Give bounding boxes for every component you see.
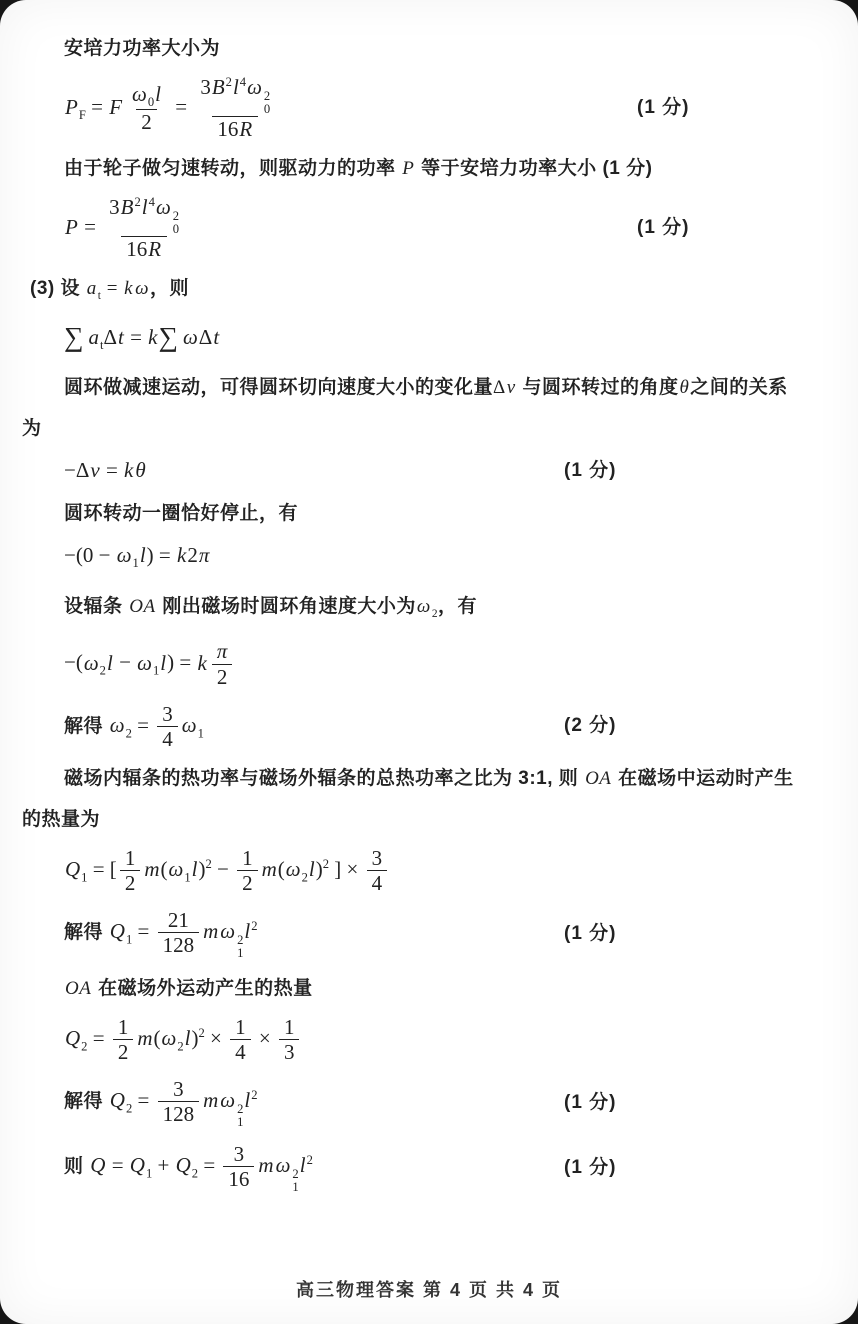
deceleration-statement-cont: 为 [22,418,42,440]
fraction: $3B^2l^4\omega$ 2 0 16R [200,75,271,142]
fraction: $\frac{1}{2}$ [113,1015,134,1064]
fraction: $\frac{3}{4}$ [367,846,388,895]
heat-ratio-statement: 磁场内辐条的热功率与磁场外辐条的总热功率之比为 3:1, 则 OA 在磁场中运动时产生 [64,768,794,789]
spoke-oa-statement: 设辐条 OA 刚出磁场时圆环角速度大小为$\omega_2$，有 [64,595,478,620]
formula-q2: $Q_2$ = $\frac{1}{2}$ $m(\omega_2l)^2$ × $\frac{1}{4}$ × $\frac{1}{3}$ [64,1015,806,1064]
formula-quarter-turn: $-(\omega_2l - \omega_1l) = k$ $\frac{\pi}{2}$ [64,639,806,688]
solve-omega2: 解得 $\omega_2$ = $\frac{3}{4}$ $\omega_1$ (2 分) [64,701,617,751]
score-badge: (1 分) [564,459,617,481]
uniform-rotation-statement: 由于轮子做匀速转动，则驱动力的功率 P 等于安培力功率大小 (1 分) [64,158,653,180]
fraction: $\frac{1}{2}$ [120,846,141,895]
part3-setup: (3) 设 $a_t = k$ ω，则 [30,278,190,303]
formula-one-turn: $-(0 - \omega_1l) = k2\pi$ [64,543,210,571]
formula-sum: ∑ $a_t\Delta t = k\sum$ ωΔt [64,322,220,353]
score-badge: (1 分) [637,97,690,119]
solve-q1: 解得 $Q_1$ = $\frac{21}{128}$ mω 2 1 $l^2$ (1 分) [64,908,617,961]
fraction: $\frac{1}{3}$ [279,1015,300,1064]
ampere-power-intro: 安培力功率大小为 [64,38,221,59]
formula-q1: $Q_1$ = [ $\frac{1}{2}$ $m(\omega_1l)^2$ − $\frac{1}{2}$ $m(\omega_2l)^2$ ] × $\frac{3}{4}$ [64,846,806,895]
score-badge: (1 分) [564,1157,617,1179]
sum-operator: ∑ [158,322,178,353]
fraction: $\frac{\omega_0l}{2}$ [132,81,161,135]
score-badge: (1 分) [564,923,617,945]
formula-pf: $P_F = F$ $\frac{\omega_0l}{2}$ = $3B^2l^4\omega$ 2 0 16R (1 分) [65,75,690,142]
deceleration-statement: 圆环做减速运动，可得圆环切向速度大小的变化量Δv 与圆环转过的角度θ之间的关系 [64,377,788,399]
score-badge: (2 分) [564,715,617,737]
page-footer: 高三物理答案 第 4 页 共 4 页 [295,1280,563,1300]
score-badge: (1 分) [564,1091,617,1113]
formula-dv: −Δv = kθ (1 分) [64,455,806,486]
sum-operator: ∑ [64,322,84,353]
fraction: $\frac{3}{4}$ [157,702,178,751]
score-badge: (1 分) [637,217,690,239]
fraction: $\frac{3}{128}$ [158,1077,200,1126]
fraction: $\frac{\pi}{2}$ [211,639,234,688]
fraction: $\frac{1}{2}$ [237,846,258,895]
fraction: $\frac{1}{4}$ [230,1015,251,1064]
fraction: $\frac{21}{128}$ [158,908,200,957]
fraction: $3B^2l^4\omega$ 2 0 16R [109,195,180,262]
formula-q-total: 则 $Q = Q_1 + Q_2$ = $\frac{3}{16}$ mω 2 1 $l^2$ (1 分) [64,1142,617,1195]
heat-ratio-statement-cont: 的热量为 [22,809,101,830]
oa-outside-statement: OA 在磁场外运动产生的热量 [65,977,313,999]
one-turn-statement: 圆环转动一圈恰好停止，有 [64,503,299,525]
solve-q2: 解得 $Q_2$ = $\frac{3}{128}$ mω 2 1 $l^2$ (1 分) [64,1076,617,1129]
formula-p: P = $3B^2l^4\omega$ 2 0 16R (1 分) [65,195,690,262]
fraction: $\frac{3}{16}$ [223,1142,254,1191]
